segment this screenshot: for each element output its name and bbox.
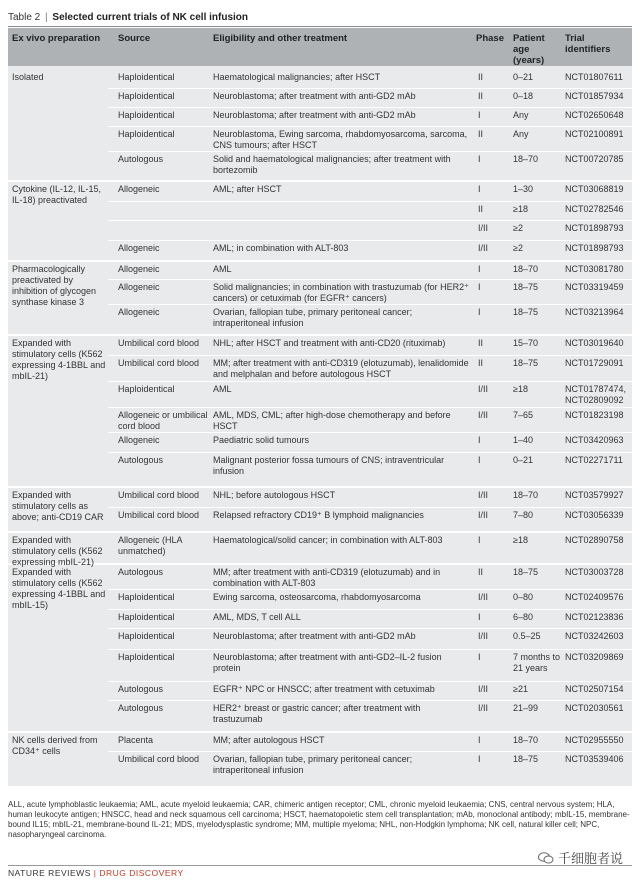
cell-age: 18–75 — [513, 358, 539, 368]
cell-source: Autologous — [118, 684, 164, 694]
group-separator — [8, 334, 632, 336]
row-divider — [108, 452, 632, 453]
row-divider — [108, 407, 632, 408]
cell-age: 18–75 — [513, 307, 539, 317]
cell-elig: Neuroblastoma; after treatment with anti-GD2–IL-2 fusion protein — [213, 652, 442, 673]
row-divider — [108, 201, 632, 202]
watermark-text: 千细胞者说 — [557, 851, 623, 866]
cell-prep: Pharmacologically preactivated by inhibition of glycogen synthase kinase 3 — [12, 264, 97, 307]
row-divider — [108, 628, 632, 629]
cell-age: 0–21 — [513, 455, 534, 465]
cell-phase: II — [478, 204, 484, 214]
row-divider — [108, 279, 632, 280]
cell-elig: Neuroblastoma, Ewing sarcoma, rhabdomyosarcoma, sarcoma, CNS tumours; after HSCT — [213, 129, 468, 150]
cell-trial: NCT03319459 — [565, 282, 624, 292]
cell-elig: NHL; after HSCT and treatment with anti-CD20 (rituximab) — [213, 338, 446, 348]
row-divider — [108, 649, 632, 650]
cell-age: 7 months to 21 years — [513, 652, 561, 673]
cell-trial: NCT01823198 — [565, 410, 624, 420]
cell-phase: I — [478, 652, 481, 662]
header-source: Source — [118, 33, 151, 44]
row-divider — [108, 751, 632, 752]
cell-phase: I — [478, 535, 481, 545]
cell-trial: NCT01787474, NCT02809092 — [565, 384, 627, 405]
cell-trial: NCT02650648 — [565, 110, 624, 120]
cell-elig: Haematological/solid cancer; in combination with ALT-803 — [213, 535, 443, 545]
cell-phase: I — [478, 612, 481, 622]
cell-source: Haploidentical — [118, 384, 175, 394]
cell-source: Haploidentical — [118, 110, 175, 120]
cell-source: Haploidentical — [118, 72, 175, 82]
cell-phase: I — [478, 307, 481, 317]
cell-phase: II — [478, 338, 484, 348]
cell-phase: I — [478, 435, 481, 445]
cell-age: 18–70 — [513, 490, 539, 500]
cell-source: Umbilical cord blood — [118, 490, 200, 500]
cell-trial: NCT02100891 — [565, 129, 624, 139]
cell-age: 21–99 — [513, 703, 539, 713]
cell-elig: AML, MDS, CML; after high-dose chemotherapy and before HSCT — [213, 410, 451, 431]
cell-trial: NCT03003728 — [565, 567, 624, 577]
cell-phase: I/II — [478, 510, 489, 520]
cell-elig: Neuroblastoma; after treatment with anti-GD2 mAb — [213, 631, 416, 641]
row-divider — [108, 151, 632, 152]
cell-elig: AML; after HSCT — [213, 184, 282, 194]
cell-trial: NCT02890758 — [565, 535, 624, 545]
cell-phase: I — [478, 455, 481, 465]
cell-age: 18–75 — [513, 282, 539, 292]
cell-trial: NCT03019640 — [565, 338, 624, 348]
cell-elig: Haematological malignancies; after HSCT — [213, 72, 381, 82]
cell-age: 15–70 — [513, 338, 539, 348]
cell-age: 18–75 — [513, 567, 539, 577]
cell-trial: NCT03242603 — [565, 631, 624, 641]
cell-age: 18–70 — [513, 154, 539, 164]
header-prep: Ex vivo preparation — [12, 33, 101, 44]
cell-phase: I/II — [478, 410, 489, 420]
cell-age: Any — [513, 129, 529, 139]
cell-phase: I — [478, 754, 481, 764]
cell-phase: II — [478, 358, 484, 368]
cell-source: Haploidentical — [118, 631, 175, 641]
cell-trial: NCT03056339 — [565, 510, 624, 520]
header-phase: Phase — [476, 33, 504, 44]
cell-age: 18–70 — [513, 735, 539, 745]
cell-elig: Solid and haematological malignancies; after treatment with bortezomib — [213, 154, 451, 175]
cell-source: Umbilical cord blood — [118, 510, 200, 520]
cell-elig: Paediatric solid tumours — [213, 435, 310, 445]
cell-source: Allogeneic — [118, 264, 160, 274]
cell-source: Placenta — [118, 735, 154, 745]
cell-elig: NHL; before autologous HSCT — [213, 490, 336, 500]
cell-trial: NCT02123836 — [565, 612, 624, 622]
cell-trial: NCT03209869 — [565, 652, 624, 662]
cell-prep: Cytokine (IL-12, IL-15, IL-18) preactivated — [12, 184, 102, 205]
cell-source: Haploidentical — [118, 612, 175, 622]
journal-footer — [8, 868, 184, 878]
cell-elig: EGFR⁺ NPC or HNSCC; after treatment with cetuximab — [213, 684, 435, 694]
cell-trial: NCT03068819 — [565, 184, 624, 194]
cell-trial: NCT03579927 — [565, 490, 624, 500]
row-divider — [108, 355, 632, 356]
cell-elig: MM; after treatment with anti-CD319 (elotuzumab) and in combination with ALT-803 — [213, 567, 441, 588]
cell-trial: NCT00720785 — [565, 154, 624, 164]
cell-trial: NCT01857934 — [565, 91, 624, 101]
footer-separator: | — [93, 868, 97, 878]
row-divider — [108, 609, 632, 610]
cell-prep: Expanded with stimulatory cells as above; anti-CD19 CAR — [12, 490, 104, 522]
table-title: Table 2 | Selected current trials of NK cell infusion — [8, 10, 632, 27]
row-divider — [108, 107, 632, 108]
cell-phase: I/II — [478, 684, 489, 694]
cell-source: Haploidentical — [118, 129, 175, 139]
cell-phase: II — [478, 129, 484, 139]
cell-elig: AML, MDS, T cell ALL — [213, 612, 301, 622]
cell-elig: HER2⁺ breast or gastric cancer; after treatment with trastuzumab — [213, 703, 421, 724]
row-divider — [108, 304, 632, 305]
cell-phase: I/II — [478, 490, 489, 500]
cell-elig: AML — [213, 384, 232, 394]
group-separator — [8, 260, 632, 262]
cell-trial: NCT02782546 — [565, 204, 624, 214]
cell-phase: I — [478, 735, 481, 745]
cell-trial: NCT03539406 — [565, 754, 624, 764]
cell-phase: I/II — [478, 223, 489, 233]
table-body — [8, 66, 632, 786]
cell-age: 7–80 — [513, 510, 534, 520]
cell-elig: Neuroblastoma; after treatment with anti-GD2 mAb — [213, 91, 416, 101]
cell-trial: NCT01807611 — [565, 72, 623, 82]
cell-phase: I/II — [478, 703, 489, 713]
table-header — [8, 28, 632, 66]
watermark — [538, 848, 623, 867]
cell-elig: Ovarian, fallopian tube, primary peritoneal cancer; intraperitoneal infusion — [213, 754, 413, 775]
cell-trial: NCT02409576 — [565, 592, 624, 602]
cell-age: 18–75 — [513, 754, 539, 764]
cell-prep: Expanded with stimulatory cells (K562 expressing 4-1BBL and mbIL-21) — [12, 338, 106, 381]
cell-prep: Expanded with stimulatory cells (K562 expressing mbIL-21) — [12, 535, 103, 567]
cell-source: Allogeneic — [118, 184, 160, 194]
group-separator — [8, 486, 632, 488]
cell-source: Haploidentical — [118, 592, 175, 602]
row-divider — [108, 700, 632, 701]
cell-prep: Isolated — [12, 72, 44, 82]
cell-phase: I/II — [478, 592, 489, 602]
cell-age: 7–65 — [513, 410, 534, 420]
cell-phase: I — [478, 154, 481, 164]
cell-source: Allogeneic or umbilical cord blood — [118, 410, 208, 431]
cell-age: 0–18 — [513, 91, 534, 101]
cell-source: Autologous — [118, 567, 164, 577]
cell-elig: Neuroblastoma; after treatment with anti-GD2 mAb — [213, 110, 416, 120]
cell-source: Allogeneic — [118, 243, 160, 253]
cell-trial: NCT02507154 — [565, 684, 624, 694]
cell-phase: I — [478, 110, 481, 120]
cell-trial: NCT01898793 — [565, 223, 624, 233]
cell-phase: I — [478, 264, 481, 274]
wechat-icon — [538, 852, 554, 864]
cell-phase: I — [478, 184, 481, 194]
cell-age: ≥18 — [513, 535, 528, 545]
cell-elig: MM; after autologous HSCT — [213, 735, 325, 745]
cell-age: 1–40 — [513, 435, 534, 445]
cell-source: Autologous — [118, 455, 164, 465]
row-divider — [108, 681, 632, 682]
header-age: Patient age (years) — [513, 33, 545, 66]
row-divider — [108, 240, 632, 241]
cell-source: Haploidentical — [118, 652, 175, 662]
cell-source: Allogeneic (HLA unmatched) — [118, 535, 183, 556]
cell-age: ≥2 — [513, 223, 523, 233]
cell-trial: NCT01729091 — [565, 358, 624, 368]
cell-source: Autologous — [118, 703, 164, 713]
cell-prep: NK cells derived from CD34⁺ cells — [12, 735, 98, 756]
cell-phase: II — [478, 567, 484, 577]
journal-section: DRUG DISCOVERY — [99, 868, 184, 878]
cell-source: Allogeneic — [118, 435, 160, 445]
header-trial: Trial identifiers — [565, 33, 611, 55]
cell-age: Any — [513, 110, 529, 120]
cell-elig: Malignant posterior fossa tumours of CNS; intraventricular infusion — [213, 455, 445, 476]
row-divider — [108, 381, 632, 382]
cell-trial: NCT02271711 — [565, 455, 623, 465]
cell-elig: AML; in combination with ALT-803 — [213, 243, 349, 253]
footnote: ALL, acute lymphoblastic leukaemia; AML, acute myeloid leukaemia; CAR, chimeric antigen receptor; CML, chronic myeloid leukaemia; CNS, central nervous system; HLA, human leukocyte antigen; HNSCC, head and neck squamous cell carcinoma; HSCT, haematopoietic stem cell transplantation; mAb, monoclonal antibody; mbIL-15, membrane-bound IL15; mbIL-21, membrane-bound IL-21; MDS, myelodysplastic syndrome; MM, multiple myeloma; NHL, non-Hodgkin lymphoma; NK cell, natural killer cell; NPC, nasopharyngeal carcinoma. — [8, 800, 630, 839]
cell-phase: II — [478, 72, 484, 82]
cell-source: Allogeneic — [118, 282, 160, 292]
cell-age: 18–70 — [513, 264, 539, 274]
cell-phase: I/II — [478, 384, 489, 394]
cell-phase: I/II — [478, 631, 489, 641]
cell-source: Haploidentical — [118, 91, 175, 101]
cell-source: Umbilical cord blood — [118, 358, 200, 368]
cell-age: 0.5–25 — [513, 631, 541, 641]
cell-age: ≥21 — [513, 684, 528, 694]
cell-trial: NCT01898793 — [565, 243, 624, 253]
cell-elig: Solid malignancies; in combination with trastuzumab (for HER2⁺ cancers) or cetuximab (for EGFR⁺ cancers) — [213, 282, 469, 303]
cell-elig: Ovarian, fallopian tube, primary peritoneal cancer; intraperitoneal infusion — [213, 307, 413, 328]
table-title-text: Selected current trials of NK cell infusion — [52, 12, 249, 23]
cell-age: ≥2 — [513, 243, 523, 253]
cell-source: Autologous — [118, 154, 164, 164]
journal-name: NATURE REVIEWS — [8, 868, 91, 878]
cell-age: 0–80 — [513, 592, 534, 602]
group-separator — [8, 531, 632, 533]
cell-phase: II — [478, 91, 484, 101]
cell-elig: AML — [213, 264, 232, 274]
cell-phase: I/II — [478, 243, 489, 253]
cell-elig: MM; after treatment with anti-CD319 (elotuzumab), lenalidomide and melphalan and before autologous HSCT — [213, 358, 469, 379]
cell-trial: NCT03081780 — [565, 264, 624, 274]
cell-age: 0–21 — [513, 72, 534, 82]
cell-age: ≥18 — [513, 204, 528, 214]
cell-age: 1–30 — [513, 184, 534, 194]
row-divider — [108, 507, 632, 508]
cell-source: Umbilical cord blood — [118, 754, 200, 764]
row-divider — [108, 220, 632, 221]
cell-trial: NCT02955550 — [565, 735, 624, 745]
header-eligibility: Eligibility and other treatment — [213, 33, 348, 44]
cell-trial: NCT03213964 — [565, 307, 624, 317]
group-separator — [8, 731, 632, 733]
group-separator — [8, 180, 632, 182]
cell-source: Umbilical cord blood — [118, 338, 200, 348]
cell-trial: NCT03420963 — [565, 435, 624, 445]
table-number: Table 2 — [8, 12, 41, 23]
cell-source: Allogeneic — [118, 307, 160, 317]
cell-trial: NCT02030561 — [565, 703, 624, 713]
row-divider — [108, 126, 632, 127]
cell-elig: Ewing sarcoma, osteosarcoma, rhabdomyosarcoma — [213, 592, 421, 602]
cell-prep: Expanded with stimulatory cells (K562 expressing 4-1BBL and mbIL-15) — [12, 567, 106, 610]
cell-phase: I — [478, 282, 481, 292]
row-divider — [108, 88, 632, 89]
row-divider — [108, 589, 632, 590]
cell-age: 6–80 — [513, 612, 534, 622]
cell-age: ≥18 — [513, 384, 528, 394]
cell-elig: Relapsed refractory CD19⁺ B lymphoid malignancies — [213, 510, 424, 520]
row-divider — [108, 432, 632, 433]
